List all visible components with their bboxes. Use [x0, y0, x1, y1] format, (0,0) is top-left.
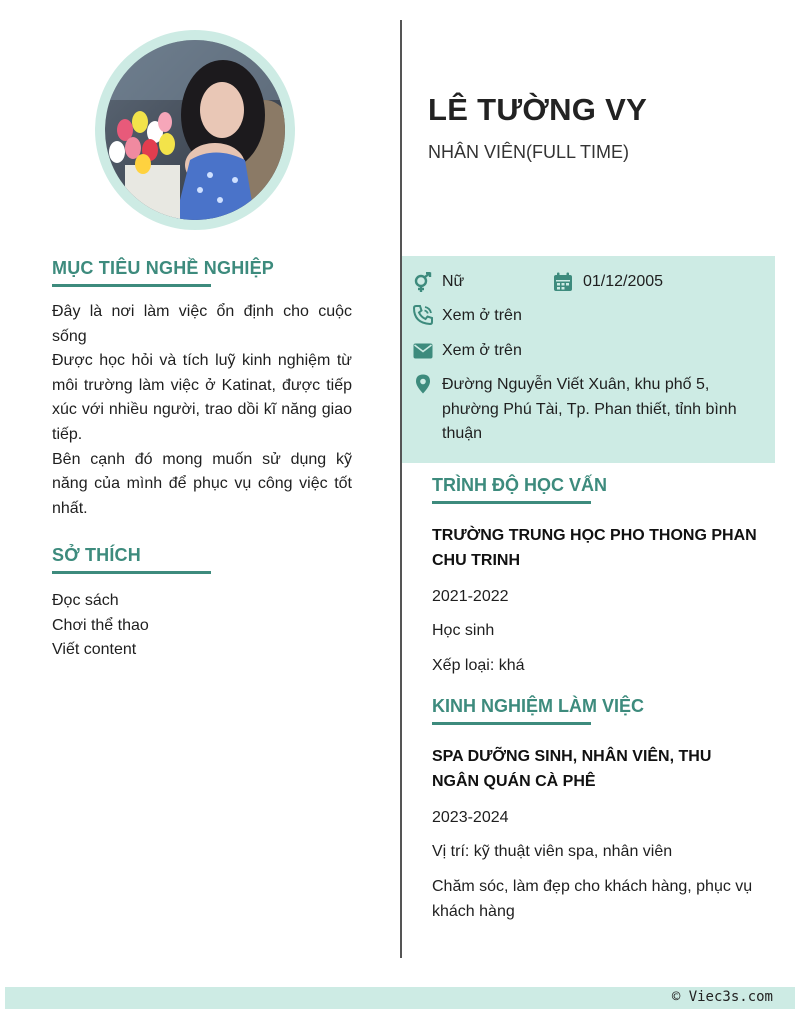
experience-description: Chăm sóc, làm đẹp cho khách hàng, phục vụ khách hàng: [432, 878, 753, 920]
hobby-item: Chơi thể thao: [52, 616, 149, 634]
email-value: Xem ở trên: [442, 342, 522, 359]
hobby-item: Đọc sách: [52, 592, 119, 609]
experience-underline: [432, 722, 591, 725]
education-title: TRÌNH ĐỘ HỌC VẤN: [432, 475, 607, 495]
objective-paragraph: Được học hỏi và tích luỹ kinh nghiệm từ môi trường làm việc ở Katinat, được tiếp xúc với nhiều người, trao dồi kĩ năng giao tiếp.: [52, 352, 352, 443]
education-section: [432, 475, 762, 678]
avatar: [105, 40, 285, 220]
candidate-name: LÊ TƯỜNG VY: [428, 92, 648, 127]
hobbies-list: [52, 589, 149, 663]
address-value: Đường Nguyễn Viết Xuân, khu phố 5, phường Phú Tài, Tp. Phan thiết, tỉnh bình thuận: [442, 376, 737, 443]
phone-icon: [413, 305, 433, 325]
education-role: Học sinh: [432, 622, 495, 639]
objective-underline: [52, 284, 211, 287]
objective-text: [52, 300, 352, 521]
education-years: 2021-2022: [432, 588, 509, 605]
objective-heading: [52, 258, 352, 287]
gender-icon: [413, 272, 433, 292]
experience-title: KINH NGHIỆM LÀM VIỆC: [432, 696, 645, 716]
education-grade: Xếp loại: khá: [432, 657, 525, 674]
footer-credit[interactable]: © Viec3s.com: [671, 989, 773, 1005]
hobbies-title: SỞ THÍCH: [52, 545, 141, 565]
hobbies-underline: [52, 571, 211, 574]
experience-years: 2023-2024: [432, 809, 509, 826]
hobby-item: Viết content: [52, 641, 137, 659]
school-name: TRƯỜNG TRUNG HỌC PHO THONG PHAN CHU TRINH: [432, 527, 757, 569]
education-underline: [432, 501, 591, 504]
column-divider: [400, 20, 402, 958]
objective-title: MỤC TIÊU NGHỀ NGHIỆP: [52, 258, 275, 278]
company-name: SPA DƯỠNG SINH, NHÂN VIÊN, THU NGÂN QUÁN CÀ PHÊ: [432, 748, 712, 790]
birthday-value: 01/12/2005: [583, 273, 664, 290]
experience-section: [432, 696, 762, 924]
location-icon: [413, 374, 433, 394]
email-icon: [413, 341, 433, 361]
calendar-icon: [553, 272, 573, 292]
footer-bar: [5, 987, 795, 1009]
gender-value: Nữ: [442, 273, 465, 290]
experience-position: Vị trí: kỹ thuật viên spa, nhân viên: [432, 843, 673, 860]
hobbies-heading: [52, 545, 352, 574]
objective-paragraph: Bên cạnh đó mong muốn sử dụng kỹ năng của mình để phục vụ công việc tốt nhất.: [52, 450, 352, 517]
job-title: NHÂN VIÊN(FULL TIME): [428, 142, 630, 162]
objective-paragraph: Đây là nơi làm việc ổn định cho cuộc sống: [52, 303, 352, 345]
contact-panel: [402, 256, 775, 463]
phone-value: Xem ở trên: [442, 307, 522, 324]
